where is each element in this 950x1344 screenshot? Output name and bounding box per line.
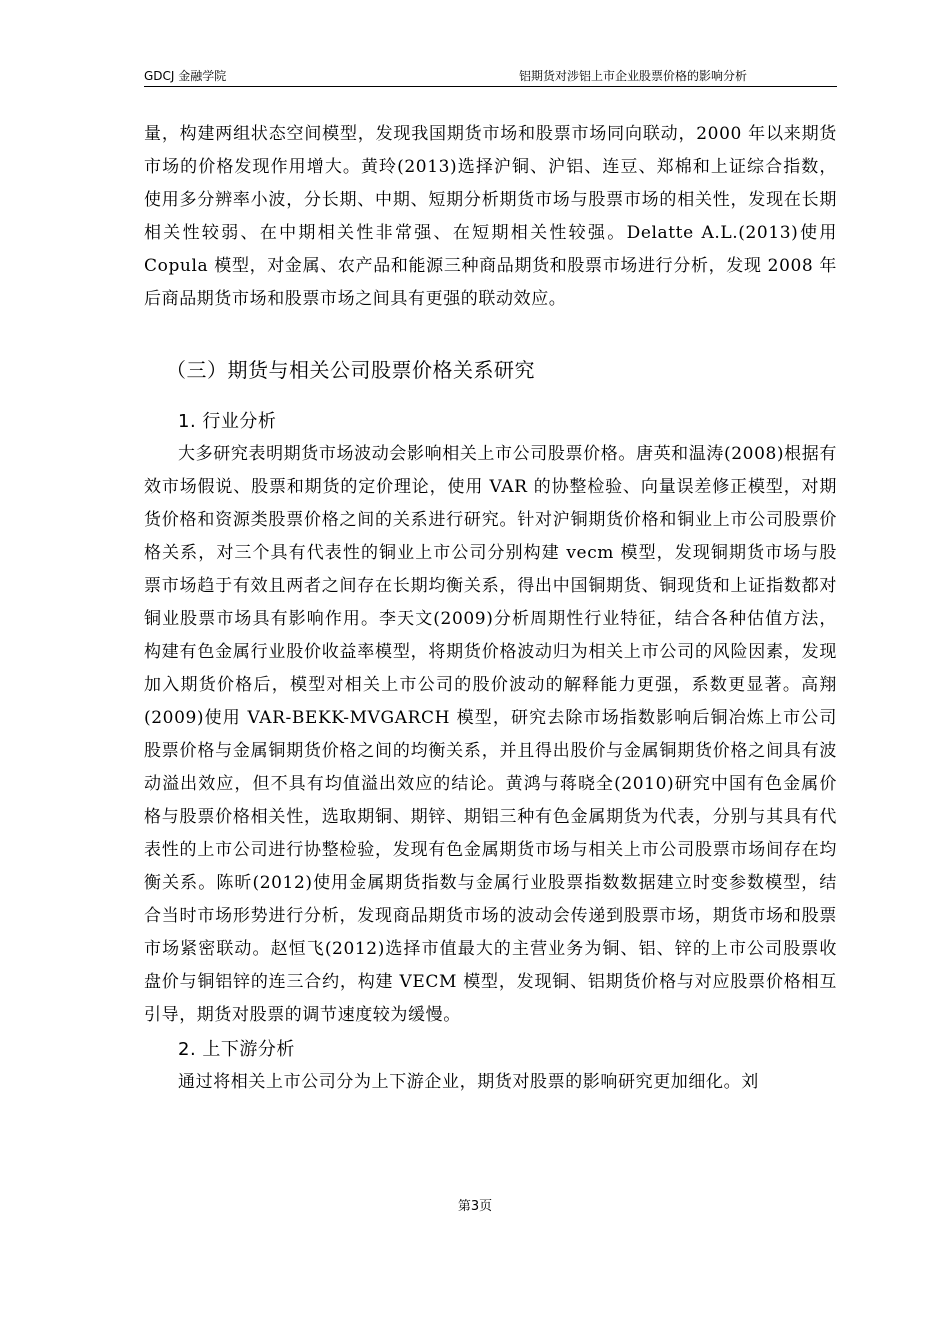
paragraph-upstream-downstream: 通过将相关上市公司分为上下游企业，期货对股票的影响研究更加细化。刘 xyxy=(178,1072,759,1092)
header-title: 铝期货对涉铝上市企业股票价格的影响分析 xyxy=(518,69,747,83)
paragraph-continued: 量，构建两组状态空间模型，发现我国期货市场和股票市场同向联动，2000 年以来期货市场的价格发现作用增大。黄玲(2013)选择沪铜、沪铝、连豆、郑棉和上证综合指数，使用多分辨率小波，分长期、中期、短期分析期货市场与股票市场的相关性，发现在长期相关性较弱、在中期相关性非常强、在短期相关性较强。Delatte A.L.(2013)使用 Copula 模型，对金属、农产品和能源三种商品期货和股票市场进行分析，发现 2008 年后商品期货市场和股票市场之间具有更强的联动效应。 xyxy=(144,124,837,309)
header-institution: GDCJ 金融学院 xyxy=(144,69,227,83)
page-number: 第3页 xyxy=(457,1199,493,1214)
page-header xyxy=(144,66,837,87)
paragraph-industry-analysis: 大多研究表明期货市场波动会影响相关上市公司股票价格。唐英和温涛(2008)根据有效市场假说、股票和期货的定价理论，使用 VAR 的协整检验、向量误差修正模型，对期货价格和资源类股票价格之间的关系进行研究。针对沪铜期货价格和铜业上市公司股票价格关系，对三个具有代表性的铜业上市公司分别构建 vecm 模型，发现铜期货市场与股票市场趋于有效且两者之间存在长期均衡关系，得出中国铜期货、铜现货和上证指数都对铜业股票市场具有影响作用。李天文(2009)分析周期性行业特征，结合各种估值方法，构建有色金属行业股价收益率模型，将期货价格波动归为相关上市公司的风险因素，发现加入期货价格后，模型对相关上市公司的股价波动的解释能力更强，系数更显著。高翔(2009)使用 VAR-BEKK-MVGARCH 模型，研究去除市场指数影响后铜冶炼上市公司股票价格与金属铜期货价格之间的均衡关系，并且得出股价与金属铜期货价格之间具有波动溢出效应，但不具有均值溢出效应的结论。黄鸿与蒋晓全(2010)研究中国有色金属价格与股票价格相关性，选取期铜、期锌、期铝三种有色金属期货为代表，分别与其具有代表性的上市公司进行协整检验，发现有色金属期货市场与相关上市公司股票市场间存在均衡关系。陈昕(2012)使用金属期货指数与金属行业股票指数数据建立时变参数模型，结合当时市场形势进行分析，发现商品期货市场的波动会传递到股票市场，期货市场和股票市场紧密联动。赵恒飞(2012)选择市值最大的主营业务为铜、铝、锌的上市公司股票收盘价与铜铝锌的连三合约，构建 VECM 模型，发现铜、铝期货价格与对应股票价格相互引导，期货对股票的调节速度较为缓慢。 xyxy=(144,444,837,1025)
subsection-heading-industry: 1. 行业分析 xyxy=(178,411,277,432)
document-body xyxy=(144,118,837,1099)
section-heading: （三）期货与相关公司股票价格关系研究 xyxy=(166,358,535,382)
subsection-heading-upstream-downstream: 2. 上下游分析 xyxy=(178,1039,295,1060)
